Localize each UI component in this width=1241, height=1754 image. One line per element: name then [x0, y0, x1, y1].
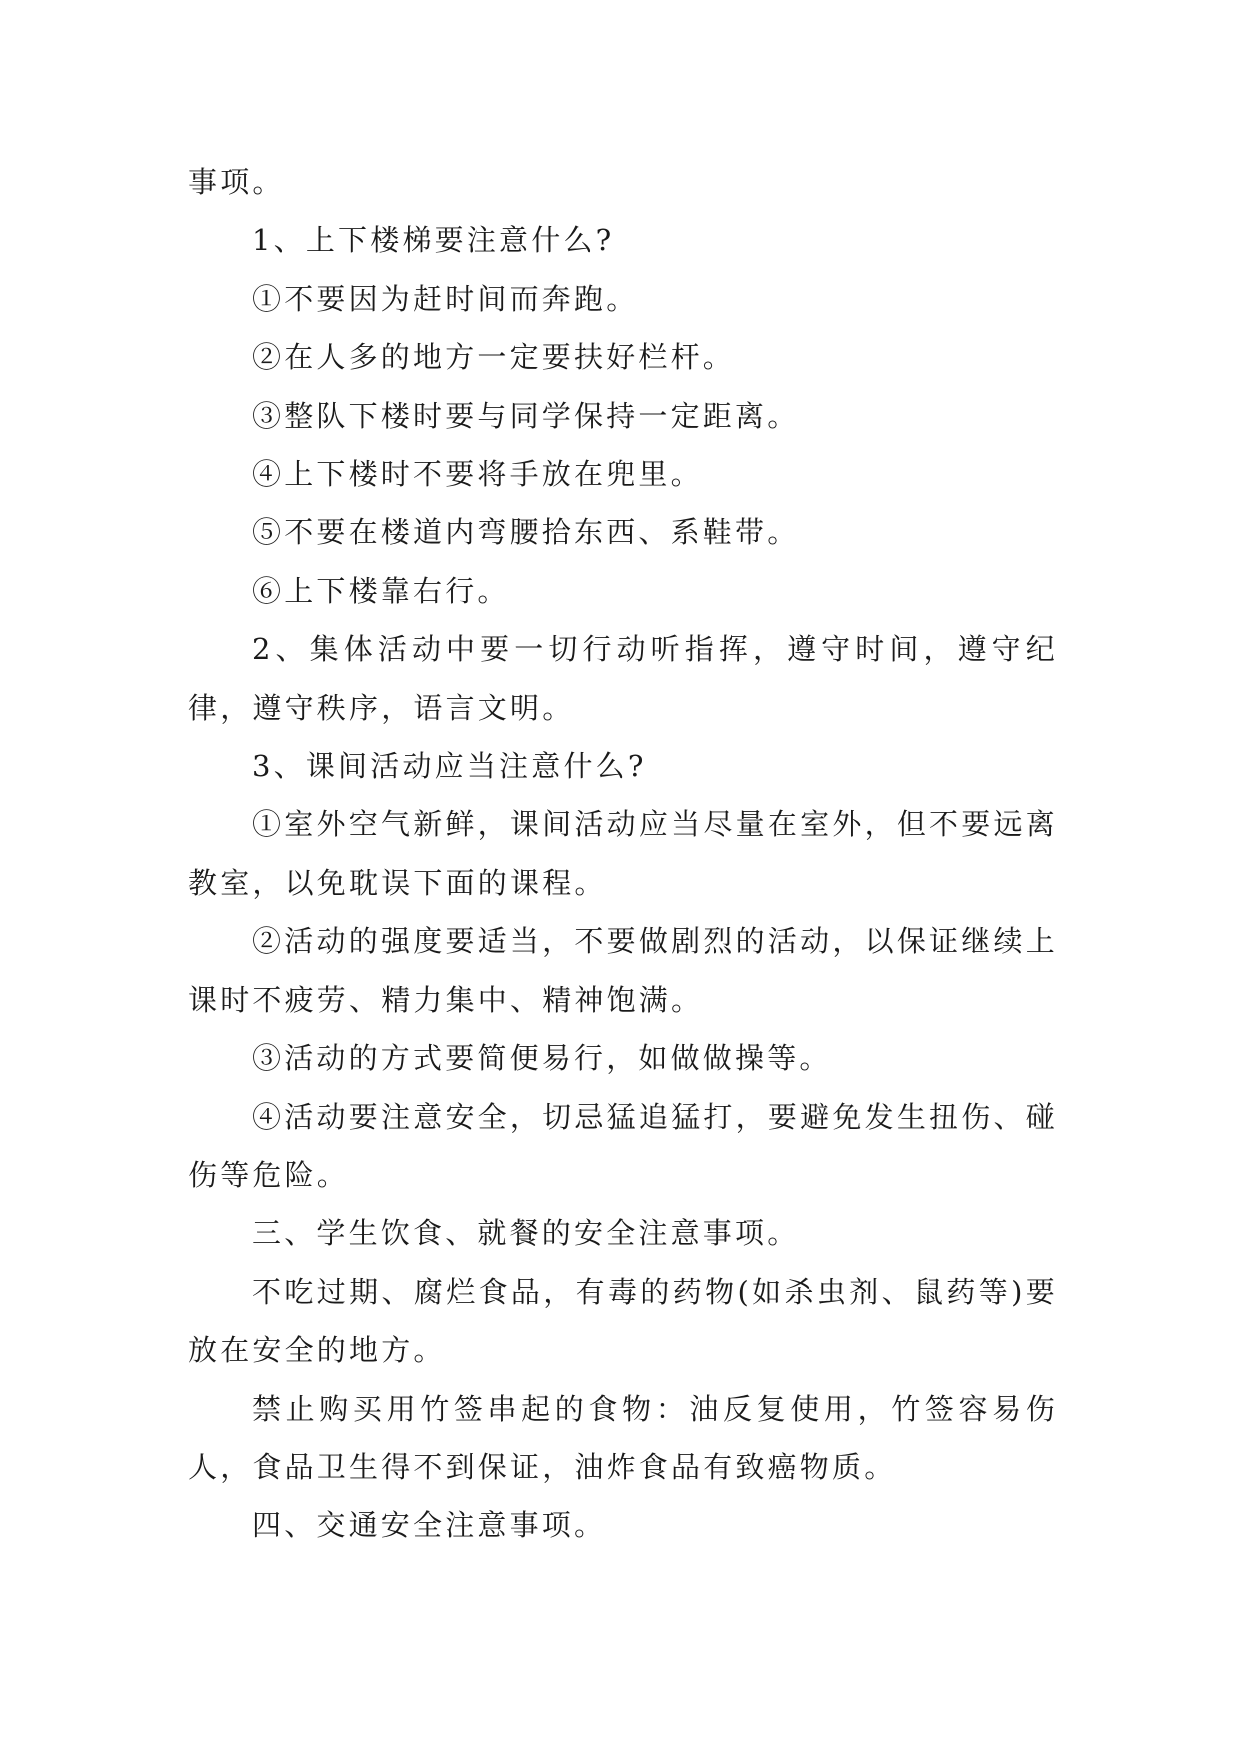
paragraph: ③整队下楼时要与同学保持一定距离。 [252, 398, 800, 433]
paragraph: 3、课间活动应当注意什么? [252, 749, 647, 784]
paragraph: ⑥上下楼靠右行。 [252, 573, 510, 608]
document-body [188, 153, 1058, 1555]
paragraph: 禁止购买用竹签串起的食物：油反复使用，竹签容易伤人，食品卫生得不到保证，油炸食品有致癌物质。 [188, 1391, 1058, 1484]
paragraph: ①室外空气新鲜，课间活动应当尽量在室外，但不要远离教室，以免耽误下面的课程。 [188, 807, 1058, 900]
paragraph: ①不要因为赶时间而奔跑。 [252, 281, 639, 316]
paragraph: ⑤不要在楼道内弯腰拾东西、系鞋带。 [252, 515, 800, 550]
paragraph: 2、集体活动中要一切行动听指挥，遵守时间，遵守纪律，遵守秩序，语言文明。 [188, 632, 1058, 725]
paragraph: 三、学生饮食、就餐的安全注意事项。 [252, 1216, 800, 1251]
paragraph: 1、上下楼梯要注意什么? [252, 223, 615, 258]
paragraph: ②在人多的地方一定要扶好栏杆。 [252, 340, 736, 375]
paragraph: 四、交通安全注意事项。 [252, 1508, 607, 1543]
paragraph: ②活动的强度要适当，不要做剧烈的活动，以保证继续上课时不疲劳、精力集中、精神饱满。 [188, 924, 1058, 1017]
paragraph: 事项。 [188, 165, 285, 199]
paragraph: ③活动的方式要简便易行，如做做操等。 [252, 1041, 832, 1076]
paragraph: 不吃过期、腐烂食品，有毒的药物(如杀虫剂、鼠药等)要放在安全的地方。 [188, 1274, 1058, 1368]
paragraph: ④上下楼时不要将手放在兜里。 [252, 457, 703, 492]
paragraph: ④活动要注意安全，切忌猛追猛打，要避免发生扭伤、碰伤等危险。 [188, 1099, 1058, 1192]
